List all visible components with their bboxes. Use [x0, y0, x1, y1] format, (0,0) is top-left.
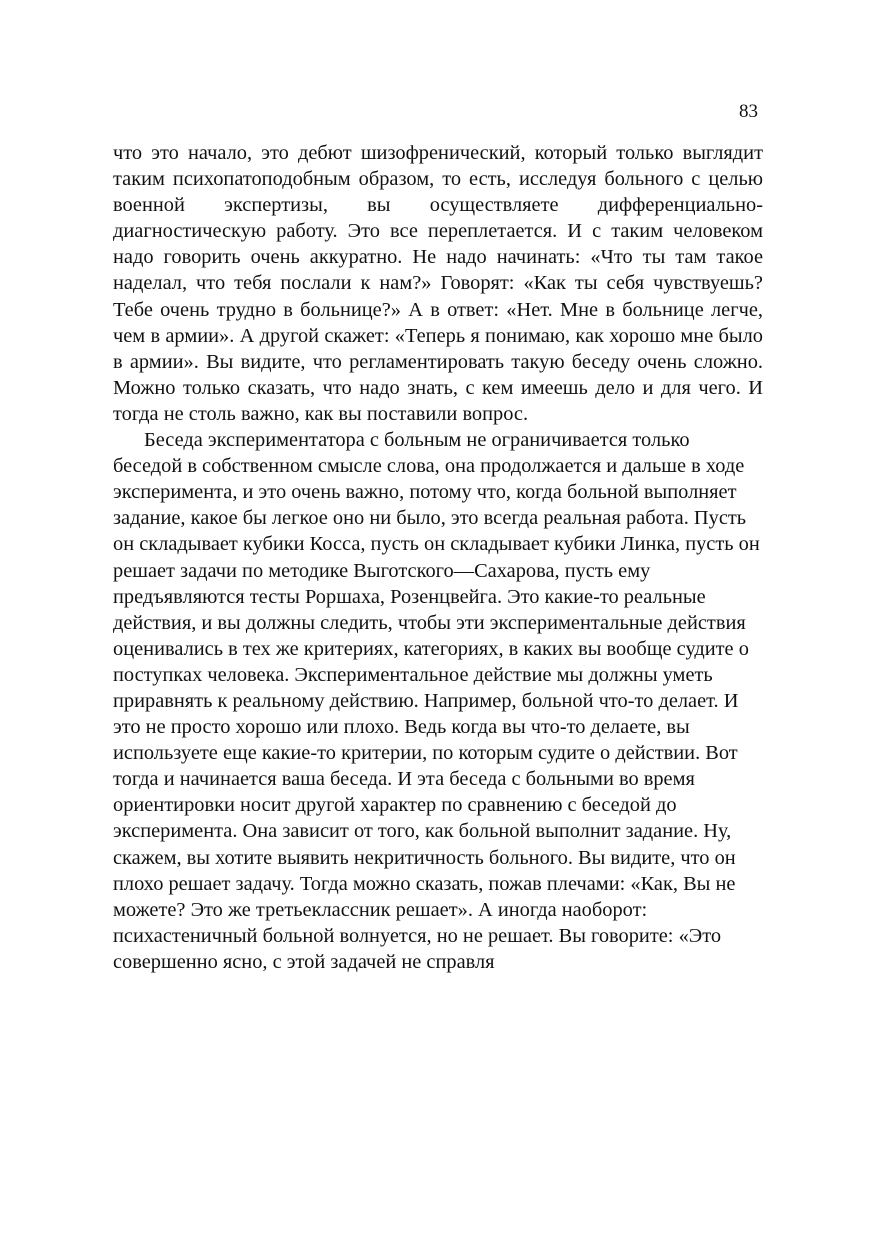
- paragraph-2: Беседа экспериментатора с больным не ограничивается только беседой в собственном смысле слова, она продолжается и дальше в ходе эксперимента, и это очень важно, потому что, когда больной выполняет задание, какое бы легкое оно ни было, это всегда реальная работа. Пусть он складывает кубики Косса, пусть он складывает кубики Линка, пусть он решает задачи по методике Выготского—Сахарова, пусть ему предъявляются тесты Роршаха, Розенцвейга. Это какие-то реальные действия, и вы должны следить, чтобы эти экспериментальные действия оценивались в тех же критериях, категориях, в каких вы вообще судите о поступках человека. Экспериментальное действие мы должны уметь приравнять к реальному действию. Например, больной что-то делает. И это не просто хорошо или плохо. Ведь когда вы что-то делаете, вы используете еще какие-то критерии, по которым судите о действии. Вот тогда и начинается ваша беседа. И эта беседа с больными во время ориентировки носит другой характер по сравнению с беседой до эксперимента. Она зависит от того, как больной выполнит задание. Ну, скажем, вы хотите выявить некритичность больного. Вы видите, что он плохо решает задачу. Тогда можно сказать, пожав плечами: «Как, Вы не можете? Это же третьеклассник решает». А иногда наоборот: психастеничный больной волнуется, но не решает. Вы говорите: «Это совершенно ясно, с этой задачей не справля: [113, 429, 760, 973]
- paragraph-1: что это начало, это дебют шизофренический, который только выглядит таким психопатоподобным образом, то есть, исследуя больного с целью военной экспертизы, вы осуществляете дифференциально-диагностическую работу. Это все переплетается. И с таким человеком надо говорить очень аккуратно. Не надо начинать: «Что ты там такое наделал, что тебя послали к нам?» Говорят: «Как ты себя чувствуешь? Тебе очень трудно в больнице?» А в ответ: «Нет. Мне в больнице легче, чем в армии». А другой скажет: «Теперь я понимаю, как хорошо мне было в армии». Вы видите, что регламентировать такую беседу очень сложно. Можно только сказать, что надо знать, с кем имеешь дело и для чего. И тогда не столь важно, как вы поставили вопрос.: [113, 142, 763, 425]
- page-body: [113, 140, 763, 975]
- page-number: 83: [739, 101, 758, 122]
